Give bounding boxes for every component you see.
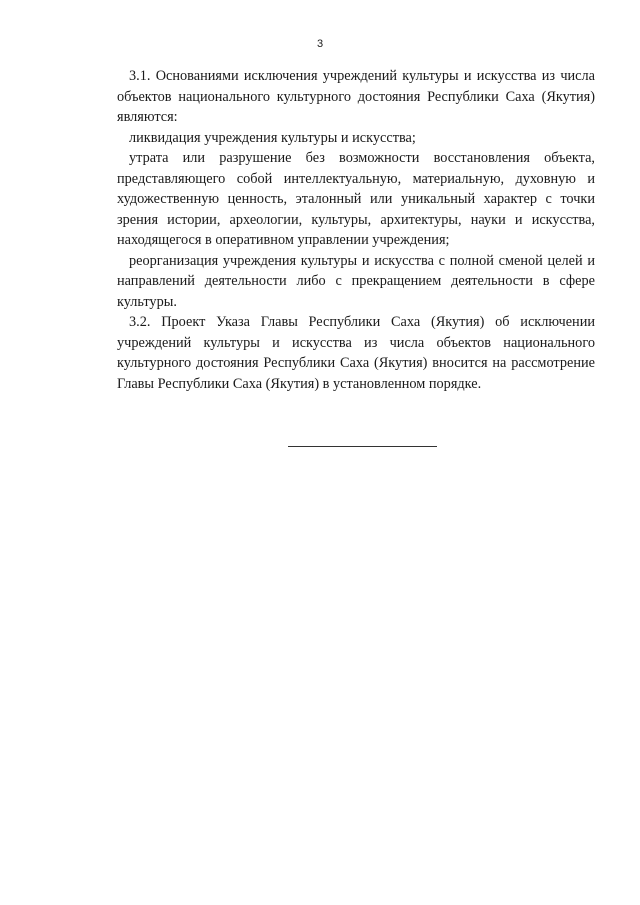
paragraph-3-1-grounds: 3.1. Основаниями исключения учреждений культуры и искусства из числа объектов национального культурного достояния Республики Саха (Якутия) являются: <box>117 68 595 125</box>
page-number: 3 <box>316 38 324 50</box>
document-body <box>117 66 595 394</box>
closing-separator-line <box>288 446 437 447</box>
paragraph-liquidation: ликвидация учреждения культуры и искусства; <box>129 129 416 146</box>
paragraph-reorganization: реорганизация учреждения культуры и искусства с полной сменой целей и направлений деятельности либо с прекращением деятельности в сфере культуры. <box>117 252 595 310</box>
paragraph-3-2-draft-decree: 3.2. Проект Указа Главы Республики Саха (Якутия) об исключении учреждений культуры и искусства из числа объектов национального культурного достояния Республики Саха (Якутия) вносится на рассмотрение Главы Республики Саха (Якутия) в установленном порядке. <box>117 314 595 392</box>
paragraph-loss-or-destruction: утрата или разрушение без возможности восстановления объекта, представляющего собой интеллектуальную, материальную, духовную и художественную ценность, эталонный или уникальный характер с точки зрения истории, археологии, культуры, архитектуры, науки и искусства, находящегося в оперативном управлении учреждения; <box>117 150 595 248</box>
